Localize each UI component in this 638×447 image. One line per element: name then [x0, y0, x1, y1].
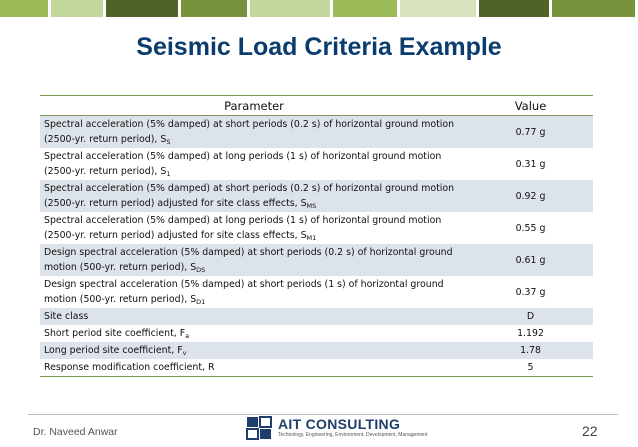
- parameter-subscript: DS: [196, 266, 206, 274]
- parameter-column-header: Parameter: [40, 96, 468, 116]
- parameter-cell: [40, 308, 468, 325]
- parameter-text: Site class: [44, 311, 89, 322]
- parameter-subscript: M1: [306, 234, 317, 242]
- parameter-subscript: MS: [306, 202, 317, 210]
- slide-title: Seismic Load Criteria Example: [136, 33, 502, 61]
- table-header-row: [40, 96, 593, 116]
- parameter-text: Design spectral acceleration (5% damped) at short periods (0.2 s) of horizontal ground motion (500-yr. return period), S: [44, 247, 453, 273]
- parameter-text: Spectral acceleration (5% damped) at long periods (1 s) of horizontal ground motion (2500-yr. return period), S: [44, 151, 442, 177]
- table-row: [40, 244, 593, 276]
- parameter-subscript: S: [166, 138, 171, 146]
- footer-divider: [28, 414, 618, 415]
- value-cell: 0.37 g: [515, 286, 546, 298]
- company-logo: [246, 416, 427, 440]
- top-bar-segment: [51, 0, 103, 17]
- top-bar-segment: [479, 0, 549, 17]
- table-row: [40, 325, 593, 342]
- seismic-parameter-table: [40, 95, 593, 377]
- page-number: 22: [582, 423, 598, 439]
- parameter-subscript: D1: [196, 298, 206, 306]
- company-tagline: Technology, Engineering, Environment, Development, Management: [278, 432, 428, 438]
- parameter-cell: [40, 116, 468, 149]
- top-bar-segment: [106, 0, 178, 17]
- parameter-text: Spectral acceleration (5% damped) at long periods (1 s) of horizontal ground motion (2500-yr. return period) adjusted for site class effects, S: [44, 215, 442, 241]
- table-body: [40, 116, 593, 377]
- table-row: [40, 308, 593, 325]
- top-bar-segment: [0, 0, 48, 17]
- parameter-text: Response modification coefficient, R: [44, 362, 215, 373]
- parameter-cell: [40, 359, 468, 377]
- table-row: [40, 148, 593, 180]
- value-cell: 0.92 g: [468, 180, 593, 212]
- parameter-cell: [40, 325, 468, 342]
- parameter-cell: [40, 244, 468, 276]
- top-bar-segment: [400, 0, 476, 17]
- table-row: [40, 212, 593, 244]
- parameter-text: Design spectral acceleration (5% damped) at short periods (1 s) of horizontal ground motion (500-yr. return period), S: [44, 279, 444, 305]
- parameter-subscript: v: [182, 349, 187, 357]
- company-logo-icon: [246, 416, 272, 440]
- table-row: [40, 180, 593, 212]
- value-cell: 0.61 g: [468, 244, 593, 276]
- parameter-cell: [40, 342, 468, 359]
- top-bar-segment: [552, 0, 635, 17]
- top-color-bar: [0, 0, 638, 17]
- parameter-subscript: 1: [166, 170, 171, 178]
- parameter-text: Short period site coefficient, F: [44, 328, 186, 339]
- parameter-cell: [40, 180, 468, 212]
- parameter-subscript: a: [185, 332, 190, 340]
- top-bar-segment: [333, 0, 397, 17]
- value-column-header: Value: [468, 96, 593, 116]
- parameter-cell: [40, 276, 468, 308]
- value-cell: 1.192: [517, 328, 544, 339]
- value-cell: 0.77 g: [468, 116, 593, 149]
- table-row: [40, 342, 593, 359]
- value-cell: 5: [468, 359, 593, 377]
- value-cell: D: [468, 308, 593, 325]
- value-cell: 0.31 g: [515, 158, 546, 170]
- top-bar-segment: [181, 0, 247, 17]
- parameter-cell: [40, 148, 468, 180]
- company-name: AIT CONSULTING: [278, 416, 401, 432]
- parameter-text: Spectral acceleration (5% damped) at short periods (0.2 s) of horizontal ground motion (2500-yr. return period) adjusted for site class effects, S: [44, 183, 455, 209]
- parameter-text: Long period site coefficient, F: [44, 345, 183, 356]
- value-cell: 0.55 g: [515, 222, 546, 234]
- parameter-cell: [40, 212, 468, 244]
- top-bar-segment: [250, 0, 330, 17]
- table-row: [40, 116, 593, 149]
- table-row: [40, 359, 593, 377]
- author-name: Dr. Naveed Anwar: [33, 426, 118, 438]
- parameter-text: Spectral acceleration (5% damped) at short periods (0.2 s) of horizontal ground motion (2500-yr. return period), S: [44, 119, 455, 145]
- table-row: [40, 276, 593, 308]
- value-cell: 1.78: [468, 342, 593, 359]
